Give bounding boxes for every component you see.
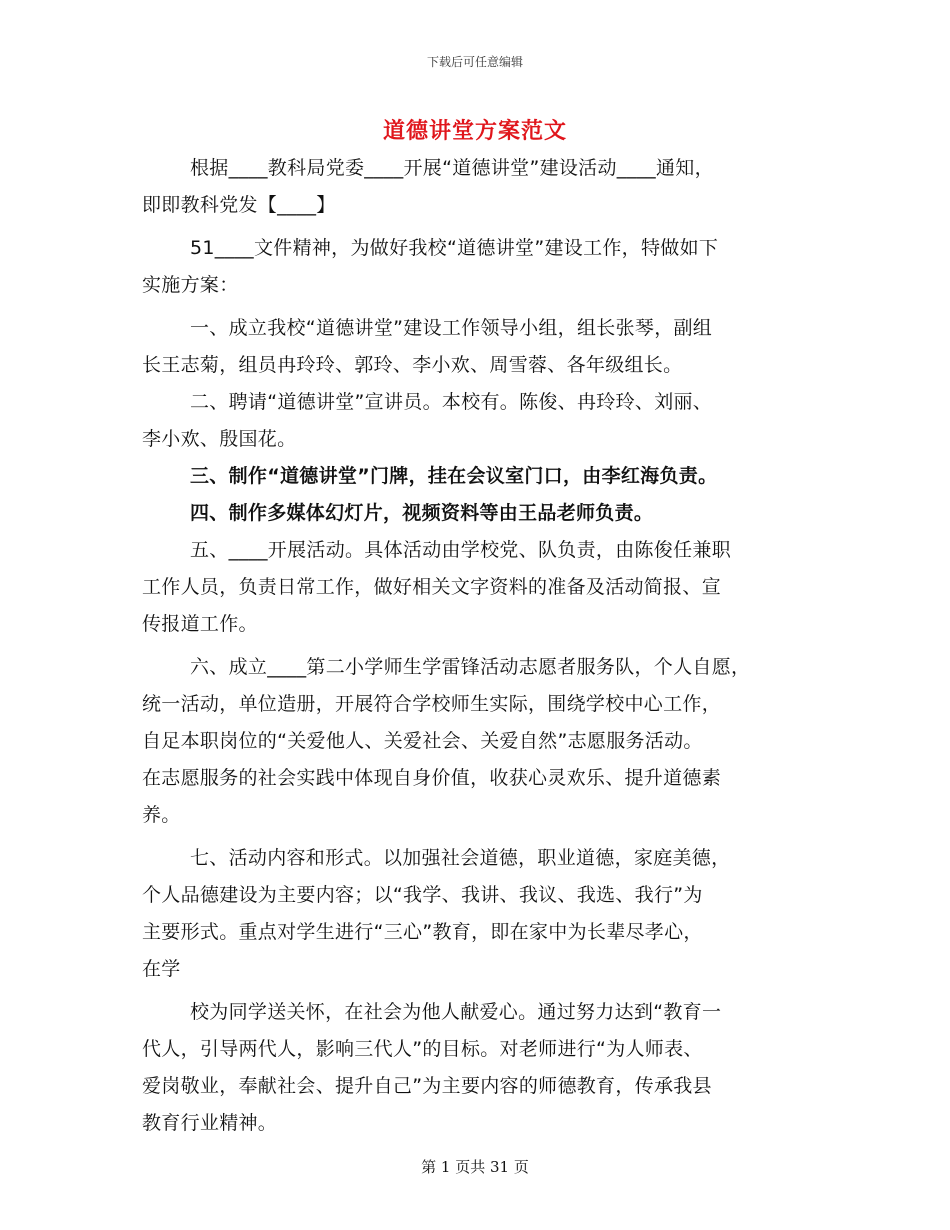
text-line: 个人品德建设为主要内容；以“我学、我讲、我议、我选、我行”为 — [142, 884, 703, 906]
text-line: 传报道工作。 — [142, 613, 258, 635]
text-line: 爱岗敬业，奉献社会、提升自己”为主要内容的师德教育，传承我县 — [142, 1075, 712, 1097]
text-line: 在志愿服务的社会实践中体现自身价值，收获心灵欢乐、提升道德素 — [142, 767, 722, 789]
text-line: 校为同学送关怀，在社会为他人献爱心。通过努力达到“教育一 — [190, 1001, 722, 1023]
document-body — [142, 150, 814, 1142]
header-note: 下载后可任意编辑 — [426, 55, 523, 69]
text-line: 在学 — [142, 958, 181, 980]
text-line: 51____文件精神，为做好我校“道德讲堂”建设工作，特做如下 — [190, 237, 719, 259]
text-line: 二、聘请“道德讲堂”宣讲员。本校有。陈俊、冉玲玲、刘丽、 — [190, 391, 713, 413]
text-line: 李小欢、殷国花。 — [142, 428, 297, 450]
text-line: 五、____开展活动。具体活动由学校党、队负责，由陈俊任兼职 — [190, 539, 732, 561]
text-line: 长王志菊，组员冉玲玲、郭玲、李小欢、周雪蓉、各年级组长。 — [142, 354, 683, 376]
document-title: 道德讲堂方案范文 — [382, 119, 567, 144]
text-line: 七、活动内容和形式。以加强社会道德，职业道德，家庭美德， — [190, 847, 731, 869]
text-line: 四、制作多媒体幻灯片，视频资料等由王品老师负责。 — [190, 502, 654, 524]
text-line: 主要形式。重点对学生进行“三心”教育，即在家中为长辈尽孝心， — [142, 921, 703, 943]
text-line: 养。 — [142, 804, 181, 826]
text-line: 即即教科党发【____】 — [142, 194, 336, 216]
text-line: 统一活动，单位造册，开展符合学校师生实际，围绕学校中心工作， — [142, 693, 722, 715]
text-line: 根据____教科局党委____开展“道德讲堂”建设活动____通知， — [190, 157, 714, 179]
page-footer: 第 1 页共 31 页 — [421, 1158, 529, 1176]
text-line: 一、成立我校“道德讲堂”建设工作领导小组，组长张琴，副组 — [190, 317, 713, 339]
text-line: 工作人员，负责日常工作，做好相关文字资料的准备及活动简报、宣 — [142, 576, 722, 598]
text-line: 自足本职岗位的“关爱他人、关爱社会、关爱自然”志愿服务活动。 — [142, 730, 703, 752]
text-line: 三、制作“道德讲堂”门牌，挂在会议室门口，由李红海负责。 — [190, 465, 718, 487]
text-line: 实施方案： — [142, 274, 239, 296]
text-line: 教育行业精神。 — [142, 1112, 278, 1134]
text-line: 代人，引导两代人，影响三代人”的目标。对老师进行“为人师表、 — [142, 1038, 703, 1060]
text-line: 六、成立____第二小学师生学雷锋活动志愿者服务队，个人自愿， — [190, 656, 751, 678]
